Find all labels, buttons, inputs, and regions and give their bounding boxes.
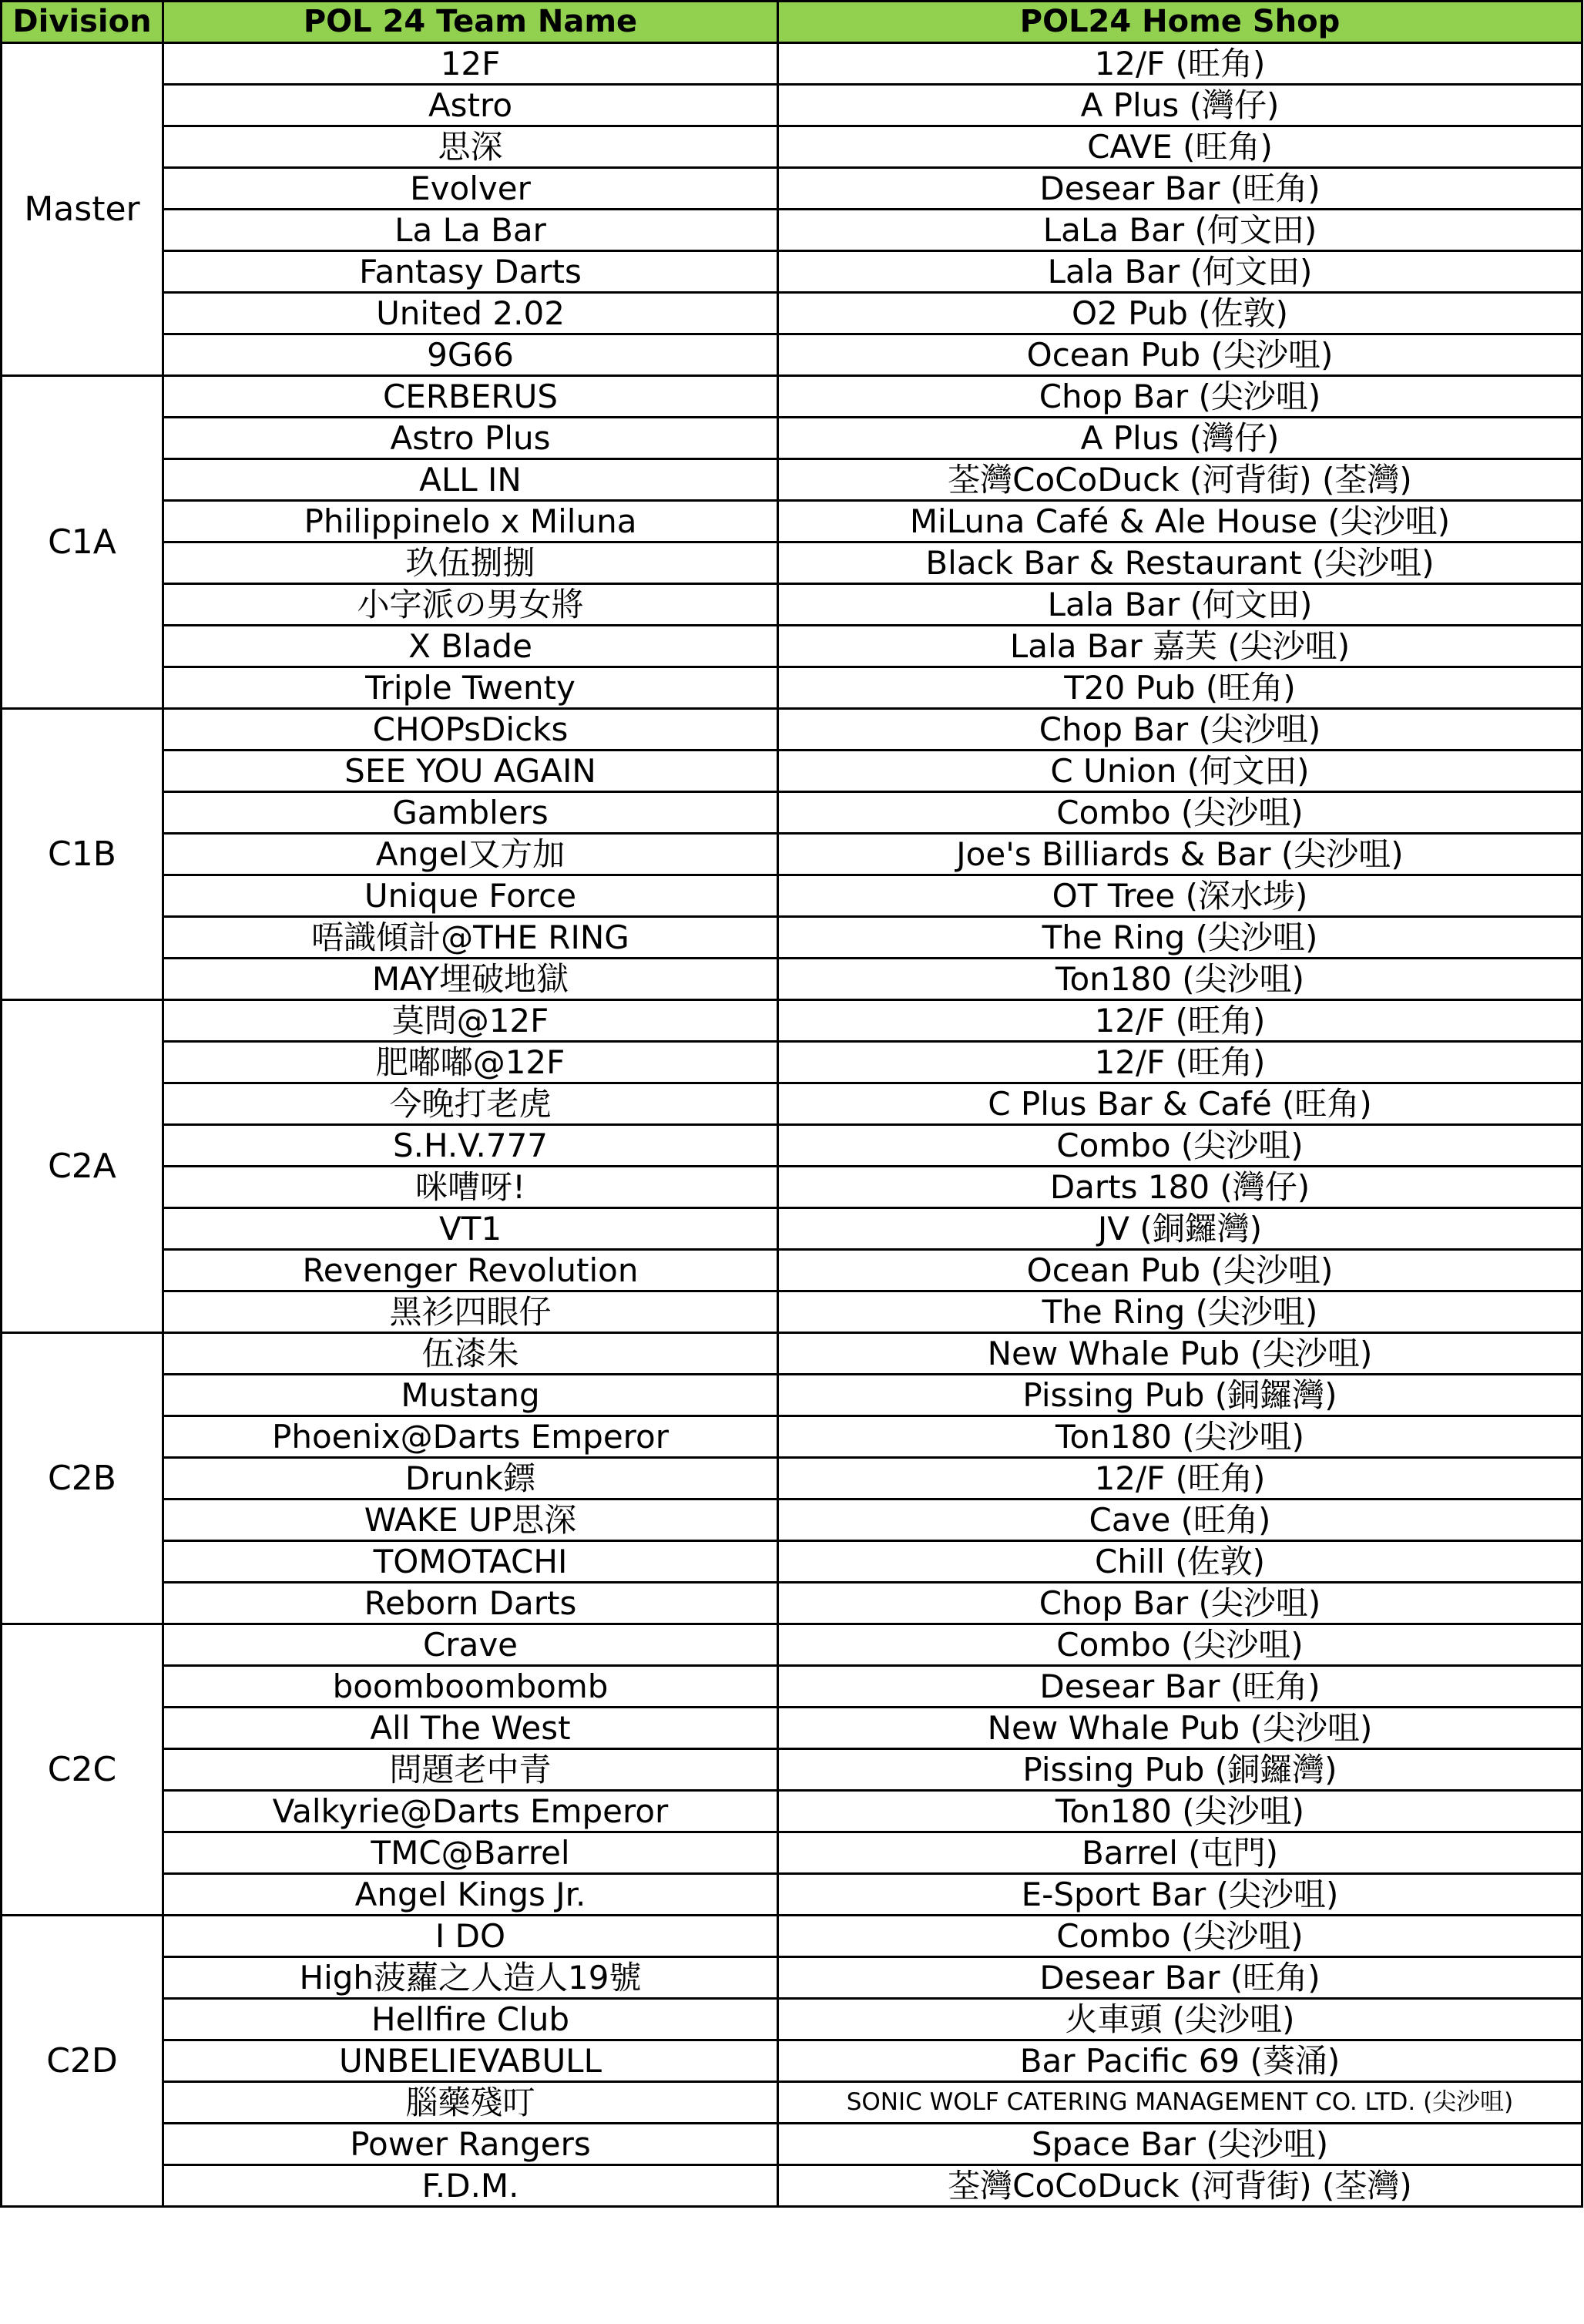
table-row xyxy=(2,1416,1582,1458)
home-shop-cell: Ton180 (尖沙咀) xyxy=(778,1416,1582,1458)
table-row xyxy=(2,1167,1582,1208)
home-shop-cell: Desear Bar (旺角) xyxy=(778,1957,1582,1999)
team-name-cell: CHOPsDicks xyxy=(163,709,778,751)
table-row xyxy=(2,1791,1582,1832)
header-home-shop: POL24 Home Shop xyxy=(778,2,1582,43)
team-name-cell: 9G66 xyxy=(163,334,778,376)
home-shop-cell: Joe's Billiards & Bar (尖沙咀) xyxy=(778,834,1582,875)
table-row xyxy=(2,667,1582,709)
team-name-cell: MAY埋破地獄 xyxy=(163,959,778,1000)
division-cell: C2B xyxy=(2,1333,163,1624)
home-shop-cell: C Union (何文田) xyxy=(778,751,1582,792)
home-shop-cell: Combo (尖沙咀) xyxy=(778,1125,1582,1167)
team-name-cell: High菠蘿之人造人19號 xyxy=(163,1957,778,1999)
team-name-cell: F.D.M. xyxy=(163,2165,778,2207)
table-row xyxy=(2,584,1582,626)
table-row xyxy=(2,2082,1582,2124)
table-row xyxy=(2,626,1582,667)
table-row xyxy=(2,2165,1582,2207)
home-shop-cell: Ocean Pub (尖沙咀) xyxy=(778,1250,1582,1291)
team-name-cell: 肥嘟嘟@12F xyxy=(163,1042,778,1083)
team-name-cell: X Blade xyxy=(163,626,778,667)
table-row xyxy=(2,334,1582,376)
home-shop-cell: 火車頭 (尖沙咀) xyxy=(778,1999,1582,2040)
table-row xyxy=(2,43,1582,85)
header-division: Division xyxy=(2,2,163,43)
table-row xyxy=(2,1583,1582,1624)
division-cell: C2A xyxy=(2,1000,163,1333)
home-shop-cell: A Plus (灣仔) xyxy=(778,85,1582,126)
home-shop-cell: Barrel (屯門) xyxy=(778,1832,1582,1874)
home-shop-cell: 12/F (旺角) xyxy=(778,1458,1582,1500)
home-shop-cell: Lala Bar (何文田) xyxy=(778,584,1582,626)
team-name-cell: Angel Kings Jr. xyxy=(163,1874,778,1916)
division-cell: Master xyxy=(2,43,163,376)
table-row xyxy=(2,1666,1582,1708)
table-row xyxy=(2,709,1582,751)
team-name-cell: 伍漆朱 xyxy=(163,1333,778,1375)
home-shop-cell: Desear Bar (旺角) xyxy=(778,168,1582,210)
home-shop-cell: 荃灣CoCoDuck (河背街) (荃灣) xyxy=(778,459,1582,501)
home-shop-cell: T20 Pub (旺角) xyxy=(778,667,1582,709)
home-shop-cell: LaLa Bar (何文田) xyxy=(778,210,1582,251)
team-name-cell: 唔識傾計@THE RING xyxy=(163,917,778,959)
team-name-cell: VT1 xyxy=(163,1208,778,1250)
team-name-cell: boomboombomb xyxy=(163,1666,778,1708)
division-cell: C1A xyxy=(2,376,163,709)
home-shop-cell: Cave (旺角) xyxy=(778,1500,1582,1541)
table-row xyxy=(2,1000,1582,1042)
team-name-cell: Fantasy Darts xyxy=(163,251,778,293)
team-name-cell: 黑衫四眼仔 xyxy=(163,1291,778,1333)
home-shop-cell: 12/F (旺角) xyxy=(778,1000,1582,1042)
home-shop-cell: Chop Bar (尖沙咀) xyxy=(778,1583,1582,1624)
team-name-cell: Philippinelo x Miluna xyxy=(163,501,778,542)
home-shop-cell: C Plus Bar & Café (旺角) xyxy=(778,1083,1582,1125)
table-row xyxy=(2,168,1582,210)
table-row xyxy=(2,917,1582,959)
team-name-cell: 玖伍捌捌 xyxy=(163,542,778,584)
table-row xyxy=(2,293,1582,334)
table-row xyxy=(2,1999,1582,2040)
home-shop-cell: New Whale Pub (尖沙咀) xyxy=(778,1708,1582,1749)
home-shop-cell: 荃灣CoCoDuck (河背街) (荃灣) xyxy=(778,2165,1582,2207)
table-row xyxy=(2,1125,1582,1167)
home-shop-cell: Chop Bar (尖沙咀) xyxy=(778,709,1582,751)
division-cell: C1B xyxy=(2,709,163,1000)
team-name-cell: S.H.V.777 xyxy=(163,1125,778,1167)
header-team-name: POL 24 Team Name xyxy=(163,2,778,43)
division-cell: C2D xyxy=(2,1916,163,2207)
home-shop-cell: Ton180 (尖沙咀) xyxy=(778,959,1582,1000)
team-name-cell: Phoenix@Darts Emperor xyxy=(163,1416,778,1458)
team-name-cell: United 2.02 xyxy=(163,293,778,334)
table-row xyxy=(2,1458,1582,1500)
home-shop-cell: A Plus (灣仔) xyxy=(778,418,1582,459)
table-row xyxy=(2,1500,1582,1541)
team-name-cell: Hellfire Club xyxy=(163,1999,778,2040)
home-shop-cell: The Ring (尖沙咀) xyxy=(778,917,1582,959)
team-name-cell: 問題老中青 xyxy=(163,1749,778,1791)
team-name-cell: Unique Force xyxy=(163,875,778,917)
team-name-cell: Reborn Darts xyxy=(163,1583,778,1624)
table-row xyxy=(2,1291,1582,1333)
home-shop-cell: The Ring (尖沙咀) xyxy=(778,1291,1582,1333)
table-row xyxy=(2,85,1582,126)
header-row xyxy=(2,2,1582,43)
table-row xyxy=(2,459,1582,501)
team-name-cell: 思深 xyxy=(163,126,778,168)
team-name-cell: 莫問@12F xyxy=(163,1000,778,1042)
team-name-cell: CERBERUS xyxy=(163,376,778,418)
home-shop-cell: 12/F (旺角) xyxy=(778,43,1582,85)
home-shop-cell: Combo (尖沙咀) xyxy=(778,792,1582,834)
home-shop-cell: SONIC WOLF CATERING MANAGEMENT CO. LTD. (尖沙咀) xyxy=(778,2082,1582,2124)
home-shop-cell: Chill (佐敦) xyxy=(778,1541,1582,1583)
table-row xyxy=(2,1624,1582,1666)
table-row xyxy=(2,1916,1582,1957)
home-shop-cell: Bar Pacific 69 (葵涌) xyxy=(778,2040,1582,2082)
table-row xyxy=(2,1708,1582,1749)
team-name-cell: All The West xyxy=(163,1708,778,1749)
home-shop-cell: MiLuna Café & Ale House (尖沙咀) xyxy=(778,501,1582,542)
table-row xyxy=(2,834,1582,875)
division-cell: C2C xyxy=(2,1624,163,1916)
table-row xyxy=(2,751,1582,792)
table-row xyxy=(2,1333,1582,1375)
home-shop-cell: OT Tree (深水埗) xyxy=(778,875,1582,917)
home-shop-cell: O2 Pub (佐敦) xyxy=(778,293,1582,334)
team-name-cell: 腦藥殘叮 xyxy=(163,2082,778,2124)
table-row xyxy=(2,1749,1582,1791)
table-row xyxy=(2,959,1582,1000)
team-name-cell: Astro Plus xyxy=(163,418,778,459)
home-shop-cell: Darts 180 (灣仔) xyxy=(778,1167,1582,1208)
table-row xyxy=(2,376,1582,418)
team-name-cell: Evolver xyxy=(163,168,778,210)
home-shop-cell: Ton180 (尖沙咀) xyxy=(778,1791,1582,1832)
table-row xyxy=(2,2040,1582,2082)
team-name-cell: 咪嘈呀! xyxy=(163,1167,778,1208)
team-name-cell: Astro xyxy=(163,85,778,126)
home-shop-cell: Pissing Pub (銅鑼灣) xyxy=(778,1375,1582,1416)
home-shop-cell: Desear Bar (旺角) xyxy=(778,1666,1582,1708)
team-name-cell: WAKE UP思深 xyxy=(163,1500,778,1541)
team-name-cell: TMC@Barrel xyxy=(163,1832,778,1874)
table-row xyxy=(2,1042,1582,1083)
table-body xyxy=(2,43,1582,2207)
team-name-cell: ALL IN xyxy=(163,459,778,501)
table-row xyxy=(2,1874,1582,1916)
home-shop-cell: JV (銅鑼灣) xyxy=(778,1208,1582,1250)
table-row xyxy=(2,2124,1582,2165)
table-row xyxy=(2,418,1582,459)
team-name-cell: Drunk鏢 xyxy=(163,1458,778,1500)
team-name-cell: Revenger Revolution xyxy=(163,1250,778,1291)
table-row xyxy=(2,210,1582,251)
table-row xyxy=(2,875,1582,917)
table-row xyxy=(2,251,1582,293)
team-name-cell: I DO xyxy=(163,1916,778,1957)
team-name-cell: Gamblers xyxy=(163,792,778,834)
team-name-cell: UNBELIEVABULL xyxy=(163,2040,778,2082)
home-shop-cell: CAVE (旺角) xyxy=(778,126,1582,168)
team-name-cell: Angel又方加 xyxy=(163,834,778,875)
home-shop-cell: Pissing Pub (銅鑼灣) xyxy=(778,1749,1582,1791)
home-shop-cell: Combo (尖沙咀) xyxy=(778,1916,1582,1957)
home-shop-cell: Combo (尖沙咀) xyxy=(778,1624,1582,1666)
team-name-cell: 今晚打老虎 xyxy=(163,1083,778,1125)
team-name-cell: Crave xyxy=(163,1624,778,1666)
team-name-cell: 12F xyxy=(163,43,778,85)
home-shop-cell: New Whale Pub (尖沙咀) xyxy=(778,1333,1582,1375)
table-row xyxy=(2,1832,1582,1874)
team-name-cell: 小字派の男女將 xyxy=(163,584,778,626)
home-shop-cell: Ocean Pub (尖沙咀) xyxy=(778,334,1582,376)
home-shop-cell: Lala Bar 嘉芙 (尖沙咀) xyxy=(778,626,1582,667)
table-row xyxy=(2,1083,1582,1125)
table-row xyxy=(2,1957,1582,1999)
home-shop-cell: 12/F (旺角) xyxy=(778,1042,1582,1083)
home-shop-cell: Space Bar (尖沙咀) xyxy=(778,2124,1582,2165)
table-row xyxy=(2,542,1582,584)
table-row xyxy=(2,1375,1582,1416)
home-shop-cell: E-Sport Bar (尖沙咀) xyxy=(778,1874,1582,1916)
team-name-cell: Mustang xyxy=(163,1375,778,1416)
home-shop-cell: Lala Bar (何文田) xyxy=(778,251,1582,293)
home-shop-cell: Chop Bar (尖沙咀) xyxy=(778,376,1582,418)
table-row xyxy=(2,501,1582,542)
team-name-cell: La La Bar xyxy=(163,210,778,251)
team-name-cell: Triple Twenty xyxy=(163,667,778,709)
table-row xyxy=(2,792,1582,834)
team-name-cell: Power Rangers xyxy=(163,2124,778,2165)
home-shop-cell: Black Bar & Restaurant (尖沙咀) xyxy=(778,542,1582,584)
table-row xyxy=(2,126,1582,168)
team-name-cell: SEE YOU AGAIN xyxy=(163,751,778,792)
team-name-cell: TOMOTACHI xyxy=(163,1541,778,1583)
table-row xyxy=(2,1250,1582,1291)
table-row xyxy=(2,1541,1582,1583)
team-name-cell: Valkyrie@Darts Emperor xyxy=(163,1791,778,1832)
table-row xyxy=(2,1208,1582,1250)
